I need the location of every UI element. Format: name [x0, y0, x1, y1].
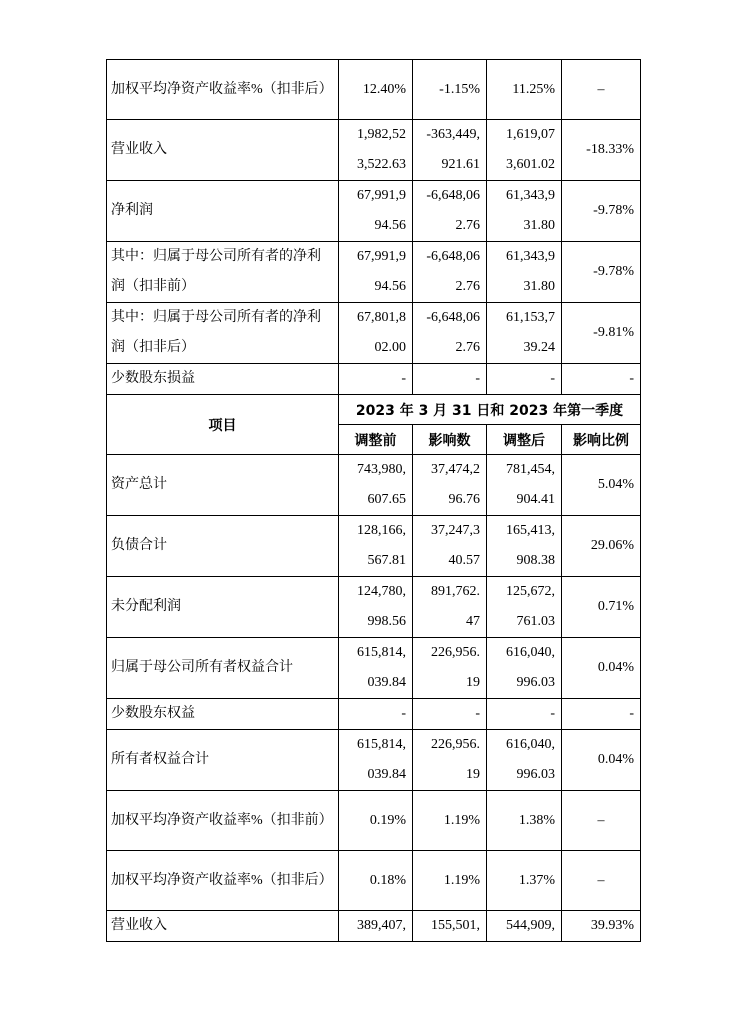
value-line-1: 616,040,	[506, 737, 555, 752]
row-label: 未分配利润	[107, 577, 339, 638]
value-line-1: 61,343,9	[506, 249, 555, 264]
cell-after	[487, 303, 562, 364]
cell-impact	[413, 120, 487, 181]
value-line-2: 02.00	[374, 340, 406, 355]
cell-impact	[413, 730, 487, 791]
row-label: 净利润	[107, 181, 339, 242]
cell-ratio: 5.04%	[562, 455, 641, 516]
cell-after: -	[487, 699, 562, 730]
cell-before: -	[339, 699, 413, 730]
cell-before: 389,407,	[339, 911, 413, 942]
value-line-2: 94.56	[374, 218, 406, 233]
cell-after	[487, 730, 562, 791]
cell-impact	[413, 303, 487, 364]
cell-impact	[413, 455, 487, 516]
value-line-1: 67,991,9	[357, 188, 406, 203]
cell-after: 1.38%	[487, 791, 562, 851]
row-label: 所有者权益合计	[107, 730, 339, 791]
financial-adjustment-table	[106, 59, 641, 942]
value-line-1: 1,619,07	[506, 127, 555, 142]
value-line-2: 996.03	[516, 675, 555, 690]
cell-after: -	[487, 364, 562, 395]
value-line-1: 165,413,	[506, 523, 555, 538]
cell-ratio: 0.71%	[562, 577, 641, 638]
table-row	[107, 455, 641, 516]
value-line-2: 039.84	[367, 767, 406, 782]
cell-after	[487, 516, 562, 577]
cell-before: 12.40%	[339, 60, 413, 120]
row-label: 少数股东权益	[107, 699, 339, 730]
header-ratio: 影响比例	[562, 425, 641, 455]
value-line-2: 039.84	[367, 675, 406, 690]
table-row	[107, 851, 641, 911]
cell-ratio: -9.78%	[562, 181, 641, 242]
table-row	[107, 516, 641, 577]
cell-impact: 1.19%	[413, 851, 487, 911]
value-line-2: 19	[466, 767, 480, 782]
cell-impact	[413, 638, 487, 699]
cell-after	[487, 455, 562, 516]
value-line-2: 567.81	[367, 553, 406, 568]
value-line-2: 3,601.02	[506, 157, 555, 172]
value-line-1: 616,040,	[506, 645, 555, 660]
cell-ratio: -	[562, 364, 641, 395]
cell-before	[339, 455, 413, 516]
cell-ratio: –	[562, 791, 641, 851]
header-period: 2023 年 3 月 31 日和 2023 年第一季度	[339, 395, 641, 425]
header-impact: 影响数	[413, 425, 487, 455]
table-row	[107, 242, 641, 303]
value-line-1: 37,474,2	[431, 462, 480, 477]
value-line-1: 61,343,9	[506, 188, 555, 203]
cell-impact: -	[413, 364, 487, 395]
value-line-2: 39.24	[523, 340, 555, 355]
row-label: 少数股东损益	[107, 364, 339, 395]
value-line-1: 125,672,	[506, 584, 555, 599]
cell-ratio: 39.93%	[562, 911, 641, 942]
cell-before: 0.19%	[339, 791, 413, 851]
label-line-1: 其中：归属于母公司所有者的净利	[111, 310, 321, 325]
value-line-1: 128,166,	[357, 523, 406, 538]
value-line-2: 31.80	[523, 279, 555, 294]
header-before: 调整前	[339, 425, 413, 455]
value-line-1: 891,762.	[431, 584, 480, 599]
cell-after	[487, 577, 562, 638]
value-line-1: -6,648,06	[426, 310, 480, 325]
cell-ratio: -	[562, 699, 641, 730]
value-line-2: 40.57	[448, 553, 480, 568]
cell-impact	[413, 181, 487, 242]
cell-after	[487, 242, 562, 303]
value-line-1: -363,449,	[426, 127, 480, 142]
value-line-1: -6,648,06	[426, 188, 480, 203]
value-line-2: 904.41	[516, 492, 555, 507]
value-line-1: 615,814,	[357, 645, 406, 660]
cell-ratio: 0.04%	[562, 730, 641, 791]
value-line-1: 781,454,	[506, 462, 555, 477]
table-row	[107, 911, 641, 942]
row-label: 负债合计	[107, 516, 339, 577]
table-row	[107, 730, 641, 791]
cell-after: 11.25%	[487, 60, 562, 120]
cell-impact: 1.19%	[413, 791, 487, 851]
cell-before	[339, 303, 413, 364]
value-line-1: 226,956.	[431, 645, 480, 660]
value-line-2: 47	[466, 614, 480, 629]
cell-before	[339, 242, 413, 303]
value-line-2: 921.61	[441, 157, 480, 172]
value-line-2: 996.03	[516, 767, 555, 782]
table-row	[107, 303, 641, 364]
value-line-2: 2.76	[455, 218, 480, 233]
cell-before	[339, 120, 413, 181]
cell-after	[487, 120, 562, 181]
value-line-2: 761.03	[516, 614, 555, 629]
row-label: 归属于母公司所有者权益合计	[107, 638, 339, 699]
row-label: 营业收入	[107, 120, 339, 181]
cell-before	[339, 730, 413, 791]
value-line-1: -6,648,06	[426, 249, 480, 264]
cell-ratio: -9.81%	[562, 303, 641, 364]
value-line-2: 2.76	[455, 340, 480, 355]
value-line-1: 226,956.	[431, 737, 480, 752]
value-line-1: 615,814,	[357, 737, 406, 752]
table-row	[107, 120, 641, 181]
table-row	[107, 364, 641, 395]
cell-after: 1.37%	[487, 851, 562, 911]
cell-before	[339, 516, 413, 577]
cell-ratio: –	[562, 851, 641, 911]
row-label: 加权平均净资产收益率%（扣非后）	[107, 851, 339, 911]
cell-ratio: -18.33%	[562, 120, 641, 181]
value-line-2: 94.56	[374, 279, 406, 294]
cell-ratio: –	[562, 60, 641, 120]
cell-ratio: 29.06%	[562, 516, 641, 577]
cell-ratio: 0.04%	[562, 638, 641, 699]
cell-after: 544,909,	[487, 911, 562, 942]
cell-impact	[413, 242, 487, 303]
cell-before	[339, 577, 413, 638]
value-line-1: 37,247,3	[431, 523, 480, 538]
cell-before	[339, 181, 413, 242]
cell-impact	[413, 577, 487, 638]
value-line-1: 1,982,52	[357, 127, 406, 142]
cell-impact: -1.15%	[413, 60, 487, 120]
label-line-2: 润（扣非后）	[111, 340, 195, 355]
value-line-2: 19	[466, 675, 480, 690]
row-label: 加权平均净资产收益率%（扣非后）	[107, 60, 339, 120]
label-line-1: 其中：归属于母公司所有者的净利	[111, 249, 321, 264]
value-line-2: 31.80	[523, 218, 555, 233]
value-line-1: 67,801,8	[357, 310, 406, 325]
cell-ratio: -9.78%	[562, 242, 641, 303]
cell-before: 0.18%	[339, 851, 413, 911]
table-row	[107, 638, 641, 699]
table-row	[107, 577, 641, 638]
value-line-1: 61,153,7	[506, 310, 555, 325]
table-row	[107, 181, 641, 242]
table-header-row	[107, 395, 641, 425]
cell-after	[487, 638, 562, 699]
value-line-1: 743,980,	[357, 462, 406, 477]
row-label: 营业收入	[107, 911, 339, 942]
value-line-2: 908.38	[516, 553, 555, 568]
cell-impact: -	[413, 699, 487, 730]
header-item: 项目	[107, 395, 339, 455]
value-line-1: 67,991,9	[357, 249, 406, 264]
value-line-2: 607.65	[367, 492, 406, 507]
row-label: 加权平均净资产收益率%（扣非前）	[107, 791, 339, 851]
cell-impact: 155,501,	[413, 911, 487, 942]
row-label	[107, 303, 339, 364]
value-line-2: 3,522.63	[357, 157, 406, 172]
cell-impact	[413, 516, 487, 577]
row-label	[107, 242, 339, 303]
row-label: 资产总计	[107, 455, 339, 516]
cell-before: -	[339, 364, 413, 395]
value-line-2: 998.56	[367, 614, 406, 629]
label-line-2: 润（扣非前）	[111, 279, 195, 294]
table-row	[107, 699, 641, 730]
header-after: 调整后	[487, 425, 562, 455]
table-row	[107, 60, 641, 120]
table-row	[107, 791, 641, 851]
value-line-2: 96.76	[448, 492, 480, 507]
value-line-2: 2.76	[455, 279, 480, 294]
cell-before	[339, 638, 413, 699]
cell-after	[487, 181, 562, 242]
value-line-1: 124,780,	[357, 584, 406, 599]
